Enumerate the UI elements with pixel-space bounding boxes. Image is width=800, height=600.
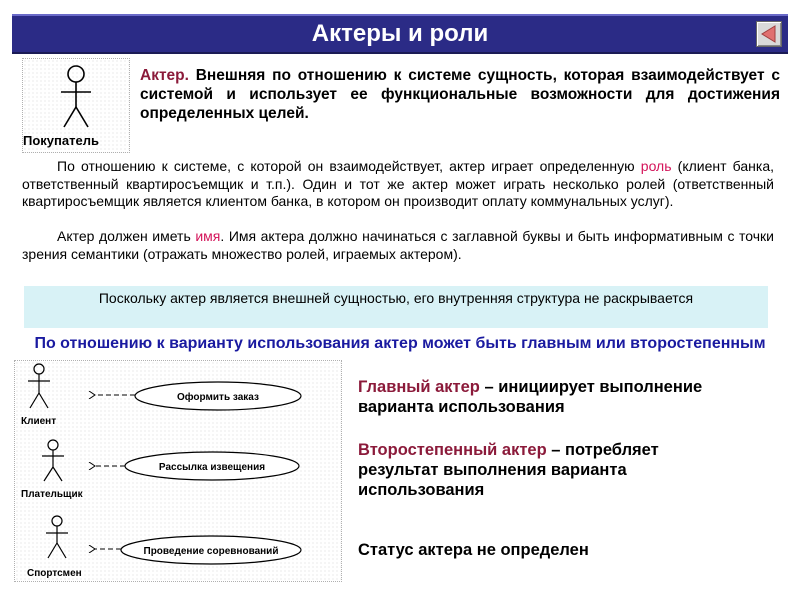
- actor-label: Спортсмен: [27, 568, 82, 579]
- secondary-actor-term: Второстепенный актер: [358, 441, 547, 459]
- actor-definition: [140, 66, 780, 123]
- use-case-diagram: [14, 360, 342, 582]
- left-arrow-icon: [757, 22, 781, 46]
- title-bar: [12, 14, 788, 54]
- slide-title: Актеры и роли: [311, 20, 489, 47]
- definition-text: Внешняя по отношению к системе сущность, которая взаимодействует с системой и использует ее функциональные возможности для достижения определенных целей.: [140, 67, 780, 122]
- secondary-actor-text: [358, 440, 738, 500]
- secondary-actor-desc: – потребляет результат выполнения варианта использования: [358, 441, 659, 499]
- paragraph-role: [22, 158, 774, 211]
- actor-label: Клиент: [21, 416, 57, 427]
- actor-figure-icon: [28, 364, 50, 408]
- actor-label: Плательщик: [21, 489, 83, 500]
- paragraph-name-post: . Имя актера должно начинаться с заглавной буквы и быть информативным с точки зрения семантики (отражать множество ролей, играемых актером).: [22, 228, 774, 262]
- paragraph-name-pre: Актер должен иметь: [57, 228, 196, 244]
- paragraph-name: [22, 228, 774, 263]
- actor-icon-box: [22, 58, 130, 153]
- back-button[interactable]: [756, 21, 782, 47]
- use-case-diagram-svg: [15, 361, 343, 583]
- paragraph-role-pre: По отношению к системе, с которой он взаимодействует, актер играет определенную: [57, 158, 641, 174]
- use-case-label: Оформить заказ: [177, 392, 259, 403]
- actor-caption: Покупатель: [23, 133, 99, 148]
- undefined-status-text: Статус актера не определен: [358, 541, 589, 559]
- primary-actor-desc: – инициирует выполнение варианта использования: [358, 378, 703, 416]
- section-subtitle: По отношению к варианту использования актер может быть главным или второстепенным: [34, 335, 766, 352]
- name-keyword: имя: [195, 228, 221, 244]
- primary-actor-term: Главный актер: [358, 378, 480, 396]
- primary-actor-text: [358, 377, 758, 417]
- actor-figure-icon: [46, 516, 68, 558]
- role-keyword: роль: [640, 158, 672, 174]
- paragraph-role-post: (клиент банка, ответственный квартиросъемщик и т.п.). Один и тот же актер может играть несколько ролей (ответственный квартиросъемщик является клиентом банка, в котором он производит оплату коммунальных услуг).: [22, 158, 775, 209]
- definition-term: Актер.: [140, 67, 189, 84]
- actor-figure-icon: [42, 440, 64, 481]
- note-box: Поскольку актер является внешней сущностью, его внутренняя структура не раскрывается: [24, 286, 768, 328]
- stick-figure-icon: [23, 61, 129, 133]
- use-case-label: Проведение соревнований: [143, 546, 279, 557]
- use-case-label: Рассылка извещения: [158, 462, 266, 473]
